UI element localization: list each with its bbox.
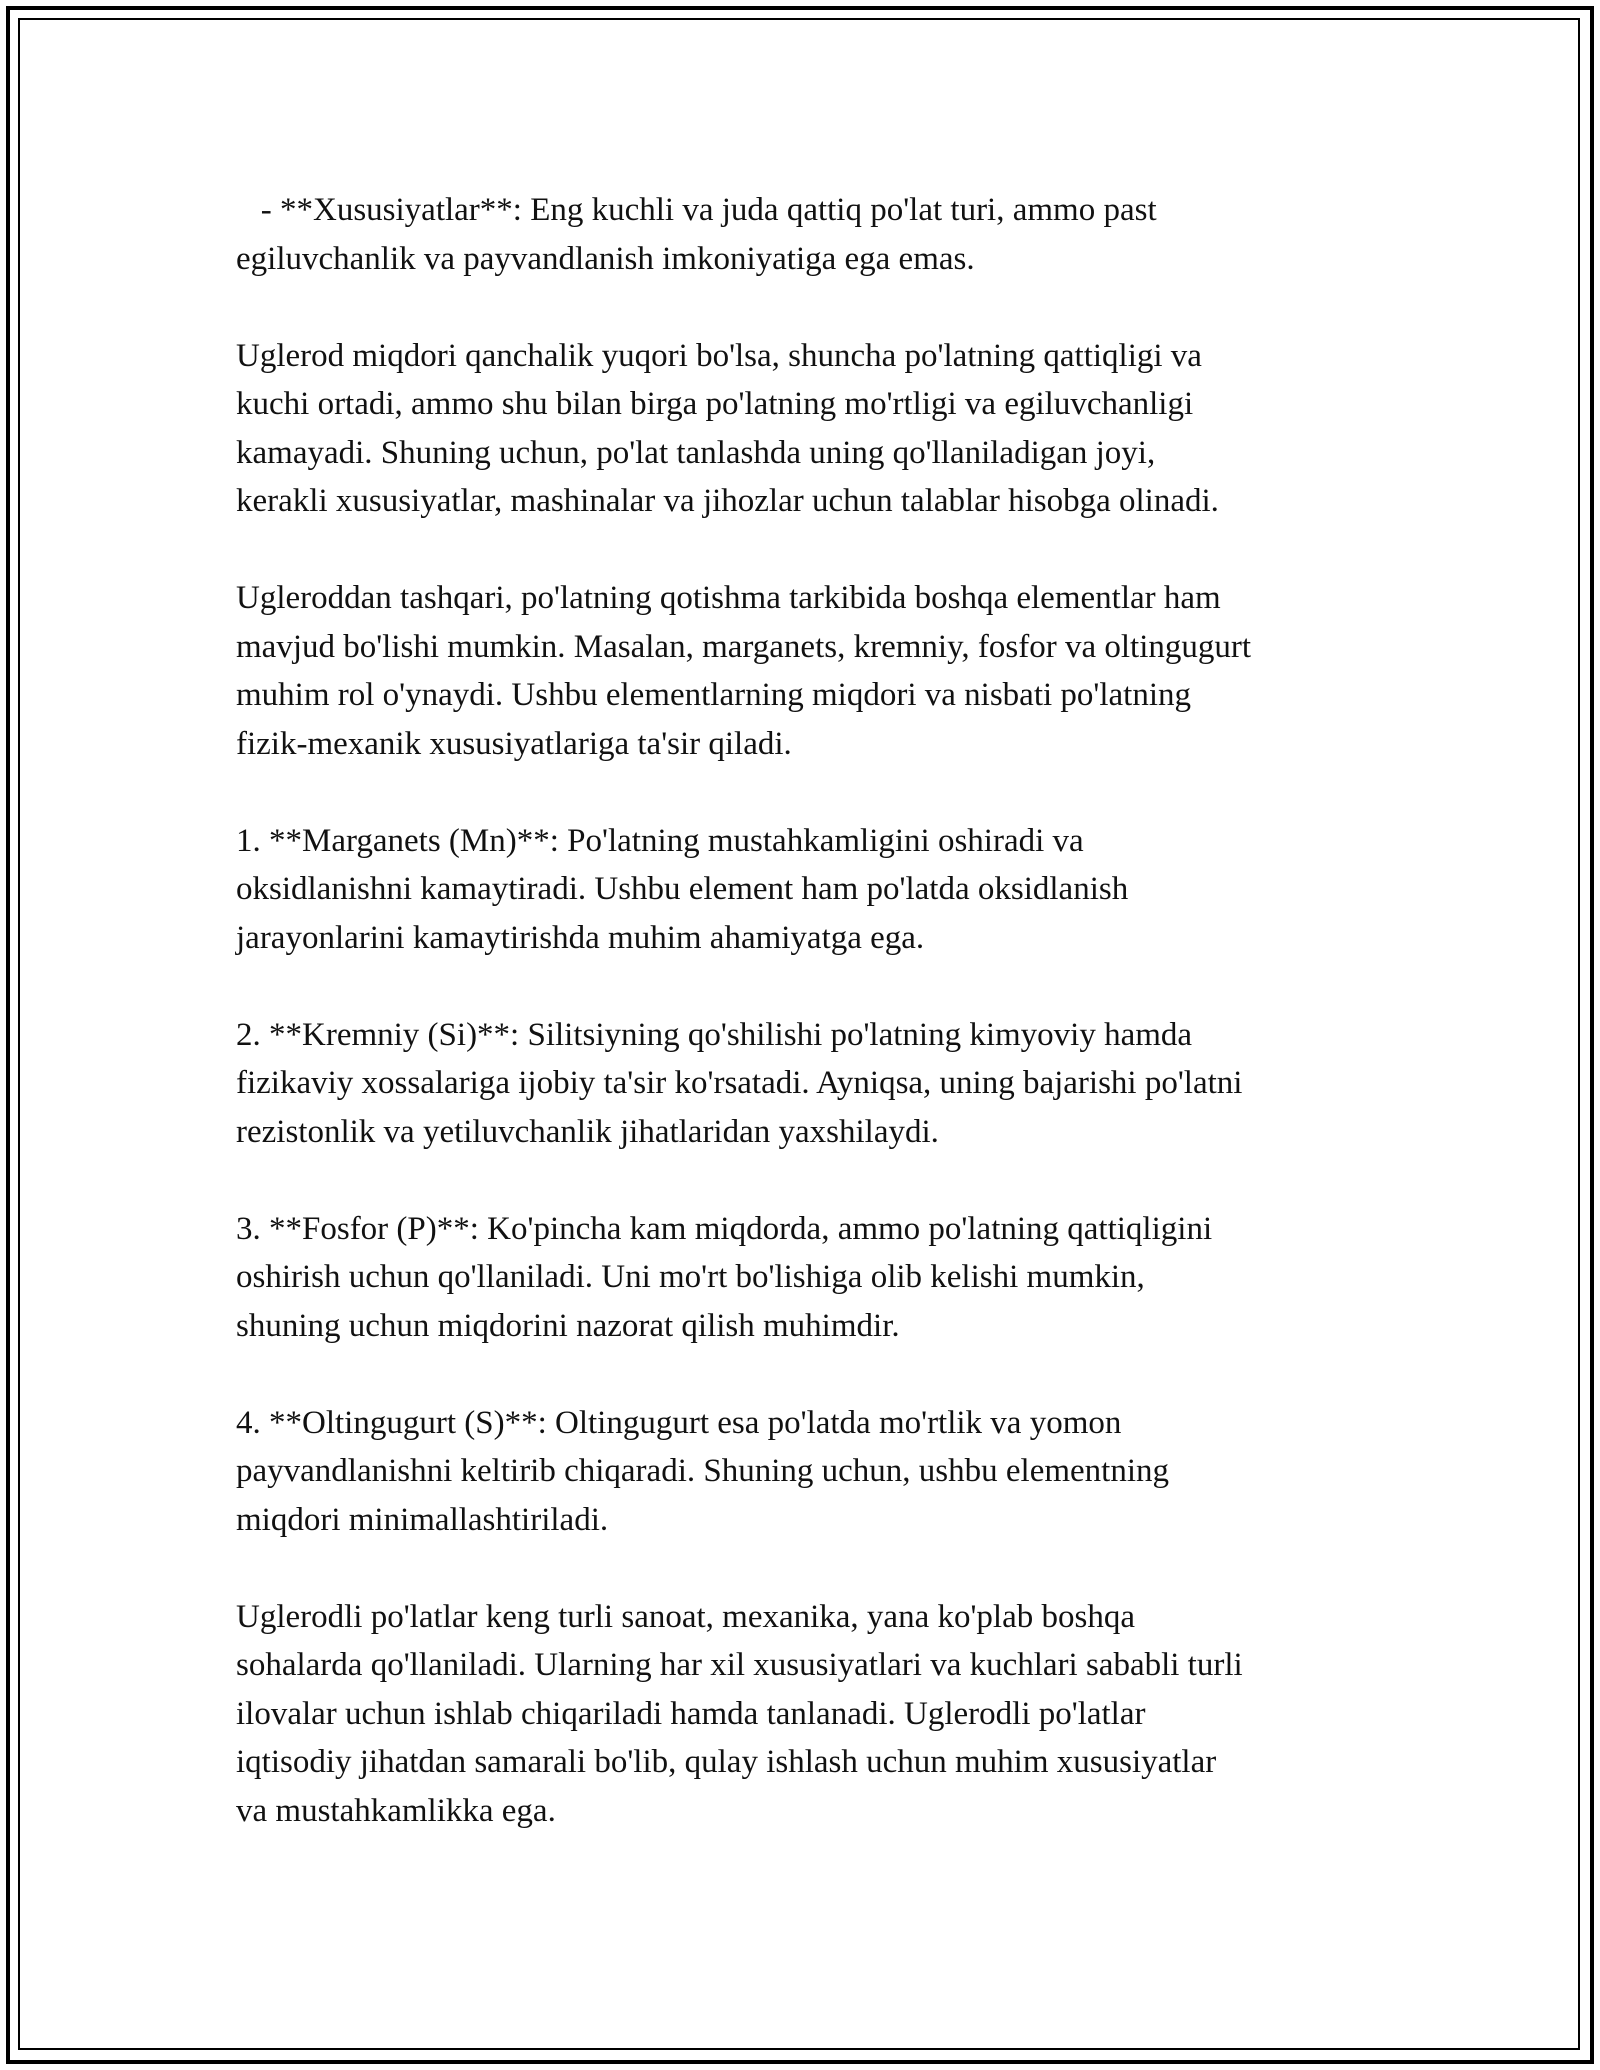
- document-body: [236, 186, 1376, 1835]
- paragraph-xususiyatlar: - **Xususiyatlar**: Eng kuchli va juda qattiq po'lat turi, ammo past egiluvchanlik va payvandlanish imkoniyatiga ega emas.: [236, 192, 1157, 277]
- paragraph-boshqa-elementlar: Ugleroddan tashqari, po'latning qotishma tarkibida boshqa elementlar ham mavjud bo'lishi mumkin. Masalan, marganets, kremniy, fosfor va oltingugurt muhim rol o'ynaydi. Ushbu elementlarning miqdori va nisbati po'latning fizik-mexanik xususiyatlariga ta'sir qiladi.: [236, 580, 1252, 762]
- paragraph-uglerod-miqdori: Uglerod miqdori qanchalik yuqori bo'lsa, shuncha po'latning qattiqligi va kuchi ortadi, ammo shu bilan birga po'latning mo'rtligi va egiluvchanligi kamayadi. Shuning uchun, po'lat tanlashda uning qo'llaniladigan joyi, kerakli xususiyatlar, mashinalar va jihozlar uchun talablar hisobga olinadi.: [236, 337, 1219, 519]
- list-item-oltingugurt: 4. **Oltingugurt (S)**: Oltingugurt esa po'latda mo'rtlik va yomon payvandlanishni keltirib chiqaradi. Shuning uchun, ushbu elementning miqdori minimallashtiriladi.: [236, 1404, 1169, 1538]
- list-item-kremniy: 2. **Kremniy (Si)**: Silitsiyning qo'shilishi po'latning kimyoviy hamda fizikaviy xossalariga ijobiy ta'sir ko'rsatadi. Ayniqsa, uning bajarishi po'latni rezistonlik va yetiluvchanlik jihatlaridan yaxshilaydi.: [236, 1016, 1243, 1150]
- paragraph-xulosa: Uglerodli po'latlar keng turli sanoat, mexanika, yana ko'plab boshqa sohalarda qo'llaniladi. Ularning har xil xususiyatlari va kuchlari sababli turli ilovalar uchun ishlab chiqariladi hamda tanlanadi. Uglerodli po'latlar iqtisodiy jihatdan samarali bo'lib, qulay ishlash uchun muhim xususiyatlar va mustahkamlikka ega.: [236, 1598, 1243, 1829]
- list-item-marganets: 1. **Marganets (Mn)**: Po'latning mustahkamligini oshiradi va oksidlanishni kamaytiradi. Ushbu element ham po'latda oksidlanish jarayonlarini kamaytirishda muhim ahamiyatga ega.: [236, 822, 1129, 956]
- list-item-fosfor: 3. **Fosfor (P)**: Ko'pincha kam miqdorda, ammo po'latning qattiqligini oshirish uchun qo'llaniladi. Uni mo'rt bo'lishiga olib kelishi mumkin, shuning uchun miqdorini nazorat qilish muhimdir.: [236, 1210, 1213, 1344]
